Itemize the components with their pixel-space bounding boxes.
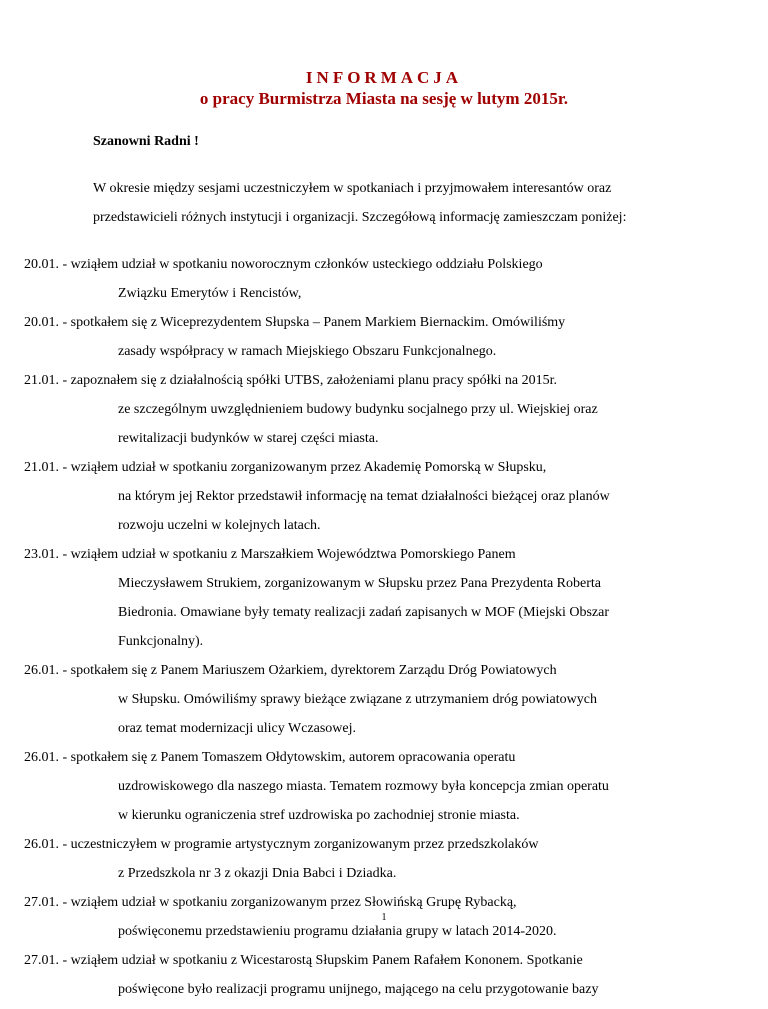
entry-continuation-line: poświęcone było realizacji programu unijnego, mającego na celu przygotowanie bazy (118, 982, 599, 997)
intro-line: przedstawicieli różnych instytucji i organizacji. Szczegółową informację zamieszczam poniżej: (93, 210, 627, 225)
entry-item (24, 371, 744, 458)
entry-continuation-line: w Słupsku. Omówiliśmy sprawy bieżące związane z utrzymaniem dróg powiatowych (118, 692, 597, 707)
entry-continuation-line: oraz temat modernizacji ulicy Wczasowej. (118, 721, 357, 736)
entry-continuation-line: Funkcjonalny). (118, 634, 204, 649)
entry-first-line: 23.01. - wziąłem udział w spotkaniu z Marszałkiem Województwa Pomorskiego Panem (24, 547, 516, 562)
entry-continuation-line: rozwoju uczelni w kolejnych latach. (118, 518, 321, 533)
entry-first-line: 27.01. - wziąłem udział w spotkaniu z Wicestarostą Słupskim Panem Rafałem Kononem. Spotkanie (24, 953, 583, 968)
document-title: INFORMACJA (305, 68, 463, 87)
entry-continuation-line: Biedronia. Omawiane były tematy realizacji zadań zapisanych w MOF (Miejski Obszar (118, 605, 610, 620)
entry-first-line: 21.01. - wziąłem udział w spotkaniu zorganizowanym przez Akademię Pomorską w Słupsku, (24, 460, 547, 475)
entry-first-line: 20.01. - spotkałem się z Wiceprezydentem Słupska – Panem Markiem Biernackim. Omówiliśmy (24, 315, 566, 330)
intro-paragraph (93, 179, 713, 237)
entry-continuation-line: na którym jej Rektor przedstawił informację na temat działalności bieżącej oraz planów (118, 489, 610, 504)
entry-item (24, 951, 744, 1009)
page-number: 1 (381, 912, 387, 923)
entry-first-line: 26.01. - spotkałem się z Panem Tomaszem Ołdytowskim, autorem opracowania operatu (24, 750, 516, 765)
entry-first-line: 20.01. - wziąłem udział w spotkaniu noworocznym członków usteckiego oddziału Polskiego (24, 257, 543, 272)
entry-continuation-line: w kierunku ograniczenia stref uzdrowiska po zachodniej stronie miasta. (118, 808, 520, 823)
entry-continuation-line: Związku Emerytów i Rencistów, (118, 286, 302, 301)
entry-first-line: 21.01. - zapoznałem się z działalnością spółki UTBS, założeniami planu pracy spółki na 2015r. (24, 373, 558, 388)
entry-item (24, 313, 744, 371)
entry-item (24, 255, 744, 313)
entry-item (24, 545, 744, 661)
intro-line: W okresie między sesjami uczestniczyłem w spotkaniach i przyjmowałem interesantów oraz (93, 181, 612, 196)
entry-continuation-line: ze szczególnym uwzględnieniem budowy budynku socjalnego przy ul. Wiejskiej oraz (118, 402, 598, 417)
entries-list (24, 255, 744, 1009)
entry-continuation-line: uzdrowiskowego dla naszego miasta. Tematem rozmowy była koncepcja zmian operatu (118, 779, 609, 794)
entry-continuation-line: rewitalizacji budynków w starej części miasta. (118, 431, 379, 446)
entry-first-line: 26.01. - spotkałem się z Panem Mariuszem Ożarkiem, dyrektorem Zarządu Dróg Powiatowych (24, 663, 557, 678)
entry-first-line: 27.01. - wziąłem udział w spotkaniu zorganizowanym przez Słowińską Grupę Rybacką, (24, 895, 517, 910)
entry-continuation-line: Mieczysławem Strukiem, zorganizowanym w Słupsku przez Pana Prezydenta Roberta (118, 576, 601, 591)
entry-item (24, 748, 744, 835)
entry-item (24, 661, 744, 748)
entry-continuation-line: poświęconemu przedstawieniu programu działania grupy w latach 2014-2020. (118, 924, 557, 939)
greeting: Szanowni Radni ! (93, 134, 199, 149)
document-subtitle: o pracy Burmistrza Miasta na sesję w lutym 2015r. (199, 89, 569, 108)
entry-item (24, 458, 744, 545)
entry-continuation-line: zasady współpracy w ramach Miejskiego Obszaru Funkcjonalnego. (118, 344, 497, 359)
entry-item (24, 835, 744, 893)
entry-continuation-line: z Przedszkola nr 3 z okazji Dnia Babci i Dziadka. (118, 866, 397, 881)
entry-first-line: 26.01. - uczestniczyłem w programie artystycznym zorganizowanym przez przedszkolaków (24, 837, 539, 852)
